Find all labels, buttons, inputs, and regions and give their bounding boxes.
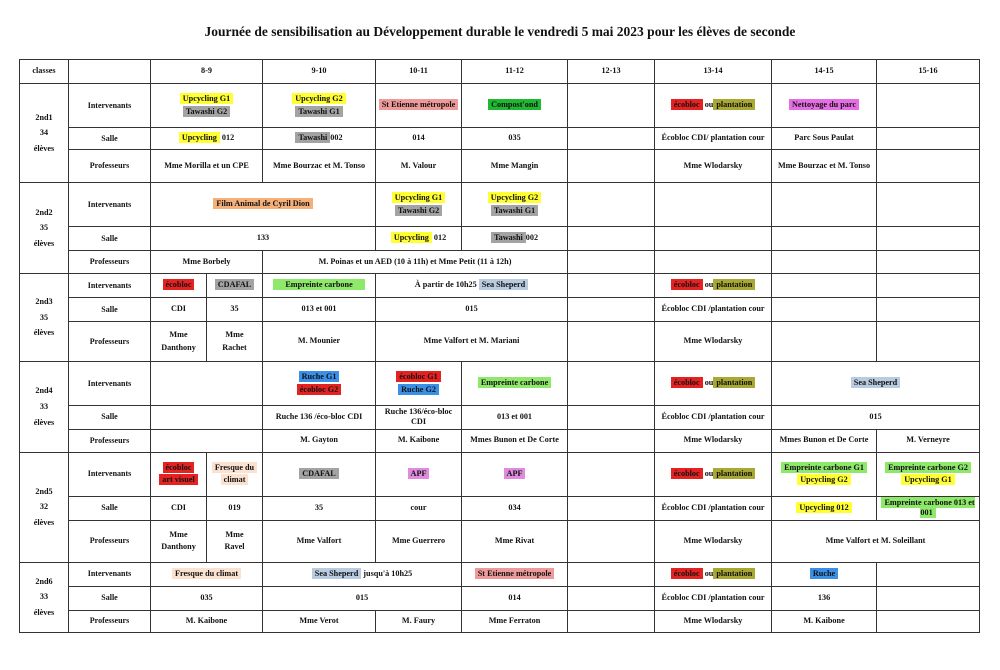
teacher-label: Mme [169, 529, 188, 539]
room-label: 013 et 001 [263, 298, 376, 322]
activity-label: Tawashi G2 [183, 106, 230, 117]
room-label: 034 [462, 496, 568, 520]
activity-label: Tawashi G1 [295, 106, 342, 117]
class-cell [20, 562, 69, 632]
teacher-label: M. Poinas et un AED (10 à 11h) et Mme Petit (11 à 12h) [263, 251, 568, 274]
class-count: 33 [39, 592, 49, 602]
row-label: Intervenants [69, 362, 151, 406]
activity-label: plantation [713, 279, 755, 290]
teacher-label: Mme [169, 330, 188, 340]
activity-label: écobloc G2 [297, 384, 341, 395]
room-label: Écobloc CDI /plantation cour [655, 298, 772, 322]
class-count: 33 [39, 401, 49, 411]
activity-label: jusqu'à 10h25 [363, 568, 413, 578]
row-label: Salle [69, 586, 151, 610]
room-label: 014 [462, 586, 568, 610]
activity-label: art visuel [159, 474, 198, 485]
class-name: 2nd1 [35, 112, 53, 122]
table-row [20, 610, 980, 632]
activity-label: Nettoyage du parc [789, 99, 859, 110]
room-label: Empreinte carbone 013 et 001 [881, 497, 974, 518]
activity-label: écobloc [163, 462, 195, 473]
room-label: 014 [376, 128, 462, 150]
table-row [20, 406, 980, 430]
activity-label: À partir de 10h25 [414, 280, 477, 290]
activity-label: Upcycling G1 [392, 192, 446, 203]
room-label: CDI [151, 496, 207, 520]
class-count: 35 [39, 312, 49, 322]
room-label: Upcycling 012 [796, 502, 851, 513]
teacher-label: Mmes Bunon et De Corte [772, 429, 877, 452]
activity-label: écobloc [671, 568, 703, 579]
table-row [20, 362, 980, 406]
activity-label: ou [704, 100, 714, 110]
teacher-label: Mme Wlodarsky [655, 150, 772, 183]
activity-label: CDAFAL [299, 468, 339, 479]
room-label: Tawashi [295, 132, 330, 143]
row-label: Professeurs [69, 322, 151, 362]
activity-label: climat [221, 474, 249, 485]
row-label: Intervenants [69, 183, 151, 227]
table-row [20, 586, 980, 610]
teacher-label: Mme Wlodarsky [655, 429, 772, 452]
class-count: 32 [39, 502, 49, 512]
activity-label: Sea Sheperd [851, 377, 900, 388]
room-label: 019 [207, 496, 263, 520]
teacher-label: Danthony [161, 342, 196, 352]
room-label: Upcycling [391, 232, 432, 243]
class-name: 2nd4 [35, 386, 53, 396]
header-slot: 14-15 [772, 60, 877, 84]
activity-label: Sea Sheperd [312, 568, 361, 579]
room-label: Écobloc CDI /plantation cour [655, 406, 772, 430]
teacher-label: Ravel [224, 542, 245, 551]
class-name: 2nd2 [35, 207, 53, 217]
teacher-label: Mmes Bunon et De Corte [462, 429, 568, 452]
activity-label: Upcycling G2 [488, 192, 542, 203]
class-unit: élèves [33, 143, 55, 153]
activity-label: Sea Sheperd [479, 279, 528, 290]
header-slot: 12-13 [568, 60, 655, 84]
page-title: Journée de sensibilisation au Développement durable le vendredi 5 mai 2023 pour les élèves de seconde [204, 24, 796, 39]
activity-label: Tawashi G1 [491, 205, 538, 216]
activity-label: Upcycling G2 [292, 93, 346, 104]
table-row [20, 429, 980, 452]
table-row [20, 84, 980, 128]
activity-label: plantation [713, 568, 755, 579]
room-label: CDI [151, 298, 207, 322]
class-cell [20, 183, 69, 274]
table-row [20, 562, 980, 586]
teacher-label: M. Kaibone [376, 429, 462, 452]
activity-label: écobloc [671, 377, 703, 388]
activity-label: plantation [713, 377, 755, 388]
activity-label: écobloc [163, 279, 195, 290]
teacher-label: Mme Bourzac et M. Tonso [263, 150, 376, 183]
room-label: 002 [525, 233, 539, 243]
header-slot: 15-16 [877, 60, 980, 84]
teacher-label: Mme Valfort et M. Mariani [376, 322, 568, 362]
class-cell [20, 362, 69, 453]
activity-label: écobloc [671, 279, 703, 290]
teacher-label: M. Kaibone [772, 610, 877, 632]
teacher-label: Danthony [161, 542, 196, 551]
room-label: Ruche 136 /éco-bloc CDI [263, 406, 376, 430]
activity-label: CDAFAL [215, 279, 255, 290]
row-label: Intervenants [69, 562, 151, 586]
teacher-label: Mme Borbely [151, 251, 263, 274]
activity-label: Empreinte carbone G1 [781, 462, 867, 473]
row-label: Intervenants [69, 84, 151, 128]
activity-label: Ruche [810, 568, 838, 579]
activity-label: Empreinte carbone [273, 279, 364, 290]
class-count: 35 [39, 223, 49, 233]
teacher-label: M. Kaibone [151, 610, 263, 632]
table-row [20, 452, 980, 496]
room-label: 013 et 001 [462, 406, 568, 430]
row-label: Professeurs [69, 520, 151, 562]
teacher-label: M. Valour [376, 150, 462, 183]
teacher-label: Mme [225, 529, 244, 539]
activity-label: écobloc G1 [396, 371, 440, 382]
class-unit: élèves [33, 238, 55, 248]
table-row [20, 520, 980, 562]
activity-label: écobloc [671, 99, 703, 110]
teacher-label: Mme [225, 330, 244, 340]
teacher-label: Mme Bourzac et M. Tonso [772, 150, 877, 183]
teacher-label: Mme Mangin [462, 150, 568, 183]
teacher-label: Mme Wlodarsky [655, 322, 772, 362]
header-slot: 9-10 [263, 60, 376, 84]
class-name: 2nd5 [35, 486, 53, 496]
activity-label: plantation [713, 99, 755, 110]
table-row [20, 496, 980, 520]
class-count: 34 [39, 128, 49, 138]
room-label: 35 [207, 298, 263, 322]
class-unit: élèves [33, 417, 55, 427]
header-classes: classes [20, 60, 69, 84]
room-label: 035 [462, 128, 568, 150]
teacher-label: Mme Wlodarsky [655, 610, 772, 632]
row-label: Professeurs [69, 251, 151, 274]
room-label: Écobloc CDI /plantation cour [655, 586, 772, 610]
row-label: Salle [69, 128, 151, 150]
activity-label: APF [504, 468, 526, 479]
room-label: Tawashi [491, 232, 526, 243]
table-row [20, 150, 980, 183]
row-label: Intervenants [69, 274, 151, 298]
room-label: 015 [376, 298, 568, 322]
class-unit: élèves [33, 607, 55, 617]
class-unit: élèves [33, 328, 55, 338]
activity-label: ou [704, 378, 714, 388]
activity-label: Upcycling G2 [797, 474, 851, 485]
class-unit: élèves [33, 517, 55, 527]
activity-label: ou [704, 280, 714, 290]
teacher-label: Mme Valfort [263, 520, 376, 562]
teacher-label: M. Mounier [263, 322, 376, 362]
table-row [20, 251, 980, 274]
header-slot: 13-14 [655, 60, 772, 84]
row-label: Salle [69, 406, 151, 430]
room-label: cour [376, 496, 462, 520]
row-label: Professeurs [69, 610, 151, 632]
activity-label: ou [704, 568, 714, 578]
row-label: Professeurs [69, 429, 151, 452]
room-label: 012 [221, 133, 235, 143]
table-row [20, 183, 980, 227]
teacher-label: M. Faury [376, 610, 462, 632]
room-label: Ruche 136/éco-bloc CDI [376, 406, 462, 430]
table-row [20, 298, 980, 322]
teacher-label: Mme Valfort et M. Soleillant [772, 520, 980, 562]
room-label: 035 [151, 586, 263, 610]
teacher-label: Mme Wlodarsky [655, 520, 772, 562]
table-row [20, 227, 980, 251]
room-label: 133 [151, 227, 376, 251]
activity-label: St Etienne métropole [379, 99, 459, 110]
activity-label: Fresque du climat [172, 568, 241, 579]
teacher-label: M. Gayton [263, 429, 376, 452]
activity-label: Ruche G1 [299, 371, 340, 382]
teacher-label: Rachet [222, 342, 247, 352]
class-name: 2nd3 [35, 297, 53, 307]
teacher-label: Mme Verot [263, 610, 376, 632]
room-label: Parc Sous Paulat [772, 128, 877, 150]
header-slot: 10-11 [376, 60, 462, 84]
activity-label: plantation [713, 468, 755, 479]
teacher-label: Mme Morilla et un CPE [151, 150, 263, 183]
activity-label: Film Animal de Cyril Dion [213, 198, 312, 209]
room-label: Écobloc CDI/ plantation cour [655, 128, 772, 150]
table-row [20, 322, 980, 362]
teacher-label: Mme Rivat [462, 520, 568, 562]
room-label: 35 [263, 496, 376, 520]
room-label: 015 [263, 586, 462, 610]
table-row [20, 274, 980, 298]
room-label: 015 [772, 406, 980, 430]
activity-label: Upcycling G1 [180, 93, 234, 104]
header-slot: 8-9 [151, 60, 263, 84]
row-label: Salle [69, 227, 151, 251]
class-cell [20, 452, 69, 562]
room-label: Upcycling [179, 132, 220, 143]
room-label: 136 [772, 586, 877, 610]
room-label: Écobloc CDI /plantation cour [655, 496, 772, 520]
activity-label: Fresque du [212, 462, 257, 473]
activity-label: écobloc [671, 468, 703, 479]
class-cell [20, 84, 69, 183]
room-label: 012 [433, 233, 447, 243]
teacher-label: Mme Guerrero [376, 520, 462, 562]
row-label: Salle [69, 298, 151, 322]
activity-label: Empreinte carbone G2 [885, 462, 971, 473]
activity-label: Ruche G2 [398, 384, 439, 395]
activity-label: ou [704, 468, 714, 478]
activity-label: APF [408, 468, 430, 479]
teacher-label: Mme Ferraton [462, 610, 568, 632]
activity-label: Upcycling G1 [901, 474, 955, 485]
table-row [20, 128, 980, 150]
activity-label: St Etienne métropole [475, 568, 555, 579]
activity-label: Compost'ond [488, 99, 541, 110]
row-label: Professeurs [69, 150, 151, 183]
header-slot: 11-12 [462, 60, 568, 84]
row-label: Salle [69, 496, 151, 520]
teacher-label: M. Verneyre [877, 429, 980, 452]
row-label: Intervenants [69, 452, 151, 496]
schedule-table [19, 59, 980, 633]
room-label: 002 [330, 133, 343, 143]
header-row [20, 60, 980, 84]
class-name: 2nd6 [35, 576, 53, 586]
activity-label: Tawashi G2 [395, 205, 442, 216]
activity-label: Empreinte carbone [478, 377, 551, 388]
class-cell [20, 274, 69, 362]
